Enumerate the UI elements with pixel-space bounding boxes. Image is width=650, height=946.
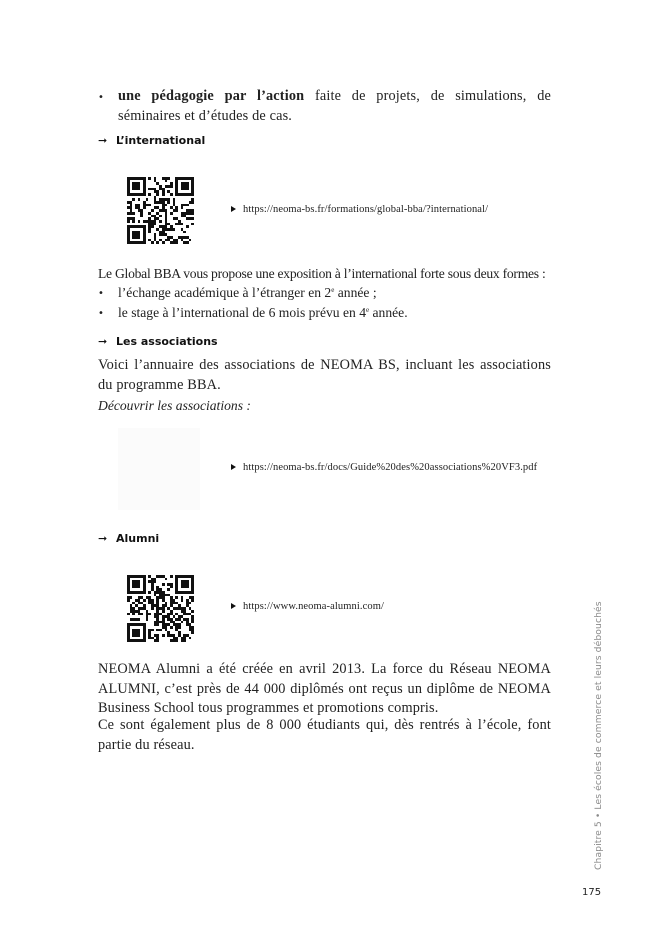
- bullet-icon: •: [98, 288, 104, 299]
- section-heading-international: ➞ L’international: [98, 134, 206, 147]
- triangle-right-icon: [231, 464, 236, 470]
- arrow-right-icon: ➞: [98, 134, 108, 147]
- triangle-right-icon: [231, 603, 236, 609]
- link-alumni[interactable]: https://www.neoma-alumni.com/: [231, 601, 384, 612]
- intro-rest-text: faite de projets, de simulations, de séminaires et d’études de cas.: [118, 88, 551, 124]
- qr-placeholder-associations: [118, 428, 200, 510]
- intro-bold-text: une pédagogie par l’action: [118, 88, 305, 104]
- alumni-paragraph-1: NEOMA Alumni a été créée en avril 2013. La force du Réseau NEOMA ALUMNI, c’est près de 44 000 diplômés ont reçus un diplôme de NEOMA Business School tous programmes et promotions compris.: [98, 661, 551, 716]
- page-number: 175: [582, 887, 602, 898]
- alumni-paragraph-2: Ce sont également plus de 8 000 étudiants qui, dès rentrés à l’école, font partie du réseau.: [98, 717, 551, 753]
- arrow-right-icon: ➞: [98, 532, 108, 545]
- associations-italic: Découvrir les associations :: [98, 398, 251, 413]
- link-international[interactable]: https://neoma-bs.fr/formations/global-bba/?international/: [231, 204, 488, 215]
- arrow-right-icon: ➞: [98, 335, 108, 348]
- chapter-running-head: Chapitre 5 • Les écoles de commerce et leurs débouchés: [593, 601, 604, 870]
- international-bullet-1: • l’échange académique à l’étranger en 2e année ;: [98, 283, 377, 302]
- link-associations[interactable]: https://neoma-bs.fr/docs/Guide%20des%20associations%20VF3.pdf: [231, 462, 537, 473]
- bullet-icon: •: [98, 92, 105, 103]
- section-heading-alumni: ➞ Alumni: [98, 532, 160, 545]
- qr-code-international: [127, 177, 194, 244]
- triangle-right-icon: [231, 206, 236, 212]
- bullet-icon: •: [98, 308, 104, 319]
- intro-bullet: [98, 87, 551, 126]
- international-bullet-2: • le stage à l’international de 6 mois prévu en 4e année.: [98, 303, 408, 322]
- international-intro: Le Global BBA vous propose une exposition à l’international forte sous deux formes :: [98, 266, 546, 281]
- qr-code-alumni: [127, 575, 194, 642]
- section-heading-associations: ➞ Les associations: [98, 335, 218, 348]
- associations-paragraph: Voici l’annuaire des associations de NEOMA BS, incluant les associations du programme BBA.: [98, 357, 551, 393]
